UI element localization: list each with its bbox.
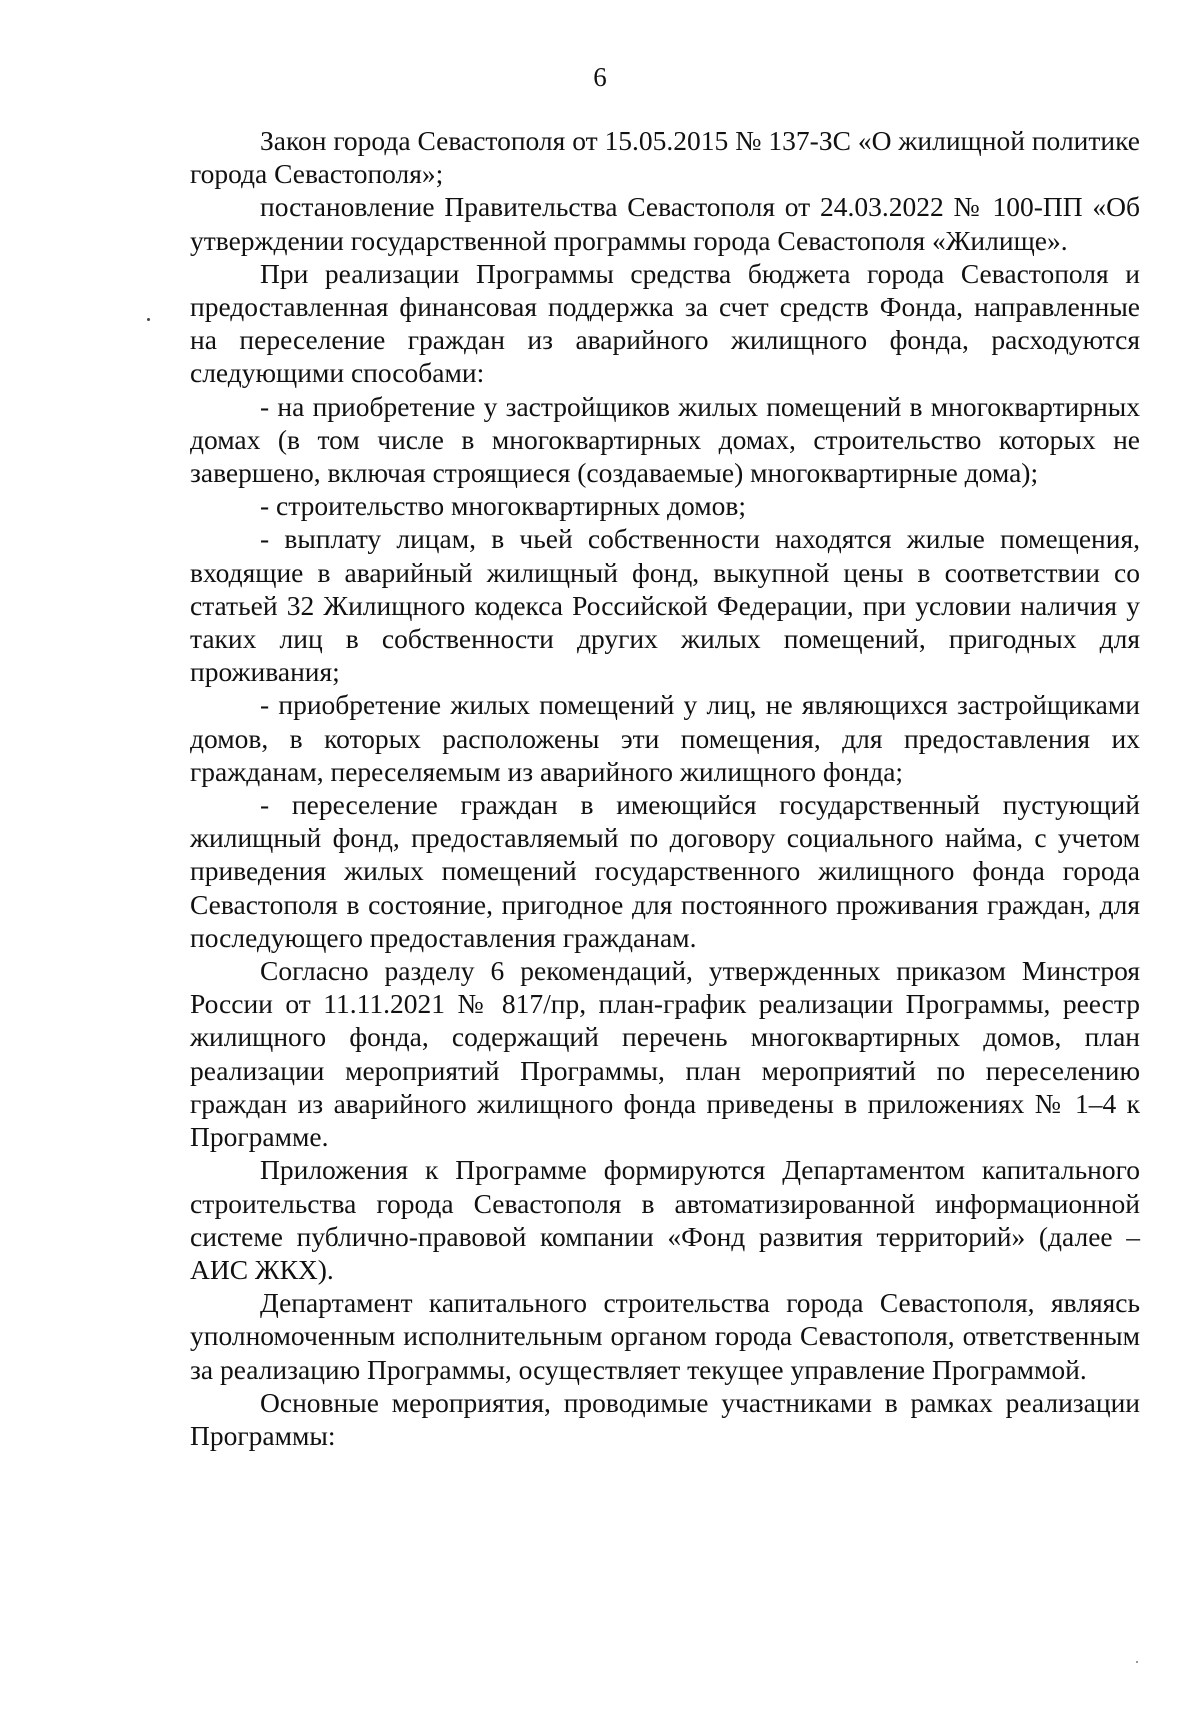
list-item-purchase-from-non-developers: - приобретение жилых помещений у лиц, не являющихся застройщиками домов, в которых расположены эти помещения, для предоставления их гражданам, переселяемым из аварийного жилищного фонда; (190, 689, 1140, 787)
paragraph-main-activities-intro: Основные мероприятия, проводимые участниками в рамках реализации Программы: (190, 1386, 1140, 1451)
page-number: 6 (593, 62, 607, 92)
paragraph-appendices-reference: Согласно разделу 6 рекомендаций, утвержденных приказом Минстроя России от 11.11.2021 № 817/пр, план-график реализации Программы, реестр жилищного фонда, содержащий перечень многоквартирных домов, план реализации мероприятий Программы, план мероприятий по переселению граждан из аварийного жилищного фонда приведены в приложениях № 1–4 к Программе. (190, 955, 1140, 1153)
paragraph-appendices-formation: Приложения к Программе формируются Департаментом капитального строительства города Севастополя в автоматизированной информационной системе публично-правовой компании «Фонд развития территорий» (далее – АИС ЖКХ). (190, 1154, 1140, 1285)
list-item-redemption-payment: - выплату лицам, в чьей собственности находятся жилые помещения, входящие в аварийный жилищный фонд, выкупной цены в соответствии со статьей 32 Жилищного кодекса Российской Федерации, при условии наличия у таких лиц в собственности других жилых помещений, пригодных для проживания; (190, 523, 1140, 688)
list-item-resettlement-to-vacant-fund: - переселение граждан в имеющийся государственный пустующий жилищный фонд, предоставляемый по договору социального найма, с учетом приведения жилых помещений государственного жилищного фонда города Севастополя в состояние, пригодное для постоянного проживания граждан, для последующего предоставления гражданам. (190, 789, 1140, 953)
paragraph-government-decree: постановление Правительства Севастополя от 24.03.2022 № 100-ПП «Об утверждении государственной программы города Севастополя «Жилище». (190, 191, 1140, 256)
list-item-purchase-from-developers: - на приобретение у застройщиков жилых помещений в многоквартирных домах (в том числе в многоквартирных домах, строительство которых не завершено, включая строящиеся (создаваемые) многоквартирные дома); (190, 390, 1140, 489)
scan-dot-mark (147, 318, 150, 321)
paragraph-funding-methods-intro: При реализации Программы средства бюджета города Севастополя и предоставленная финансовая поддержка за счет средств Фонда, направленные на переселение граждан из аварийного жилищного фонда, расходуются следующими способами: (190, 257, 1140, 389)
document-body (190, 124, 1140, 1452)
scan-corner-mark (1136, 1661, 1138, 1663)
list-item-construction: - строительство многоквартирных домов; (260, 490, 747, 522)
paragraph-department-management: Департамент капитального строительства города Севастополя, являясь уполномоченным исполнительным органом города Севастополя, ответственным за реализацию Программы, осуществляет текущее управление Программой. (190, 1287, 1140, 1385)
paragraph-law-reference: Закон города Севастополя от 15.05.2015 № 137-ЗС «О жилищной политике города Севастополя»; (190, 125, 1140, 190)
